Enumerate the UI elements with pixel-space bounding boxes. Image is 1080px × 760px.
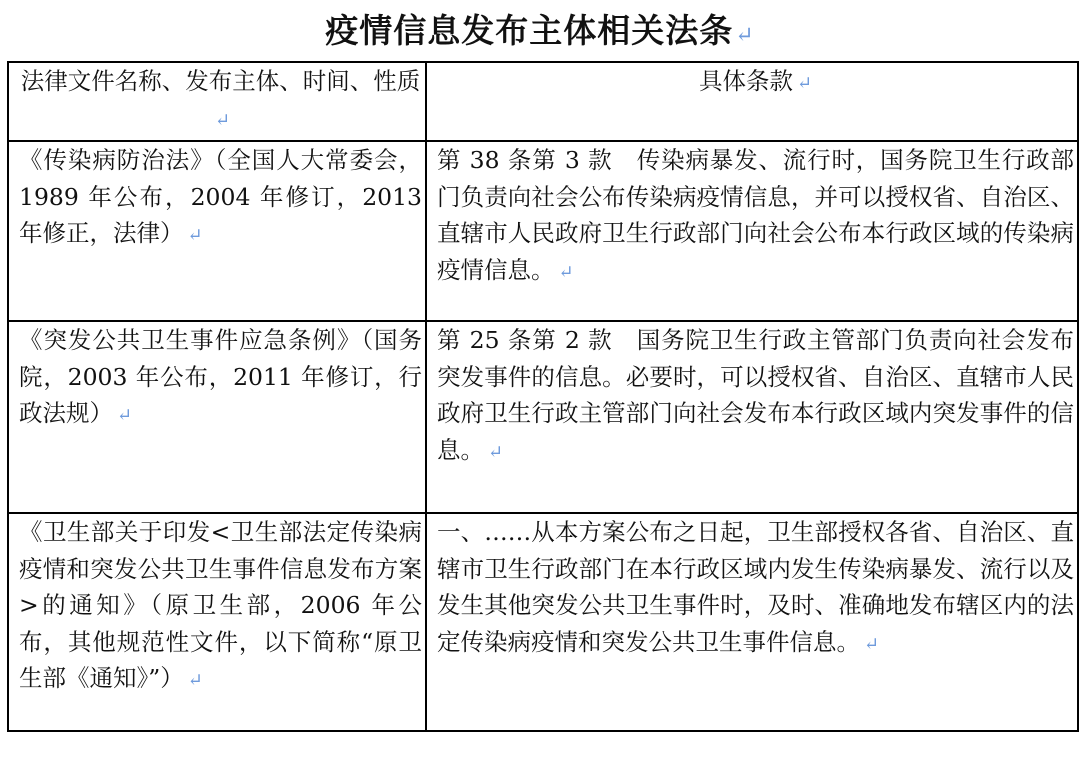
return-mark-icon: ↵ xyxy=(558,261,574,283)
return-mark-icon: ↵ xyxy=(864,633,880,655)
document-cell xyxy=(8,141,426,321)
title-text: 疫情信息发布主体相关法条 xyxy=(325,11,734,50)
document-text: 《卫生部关于印发<卫生部法定传染病疫情和突发公共卫生事件信息发布方案>的通知》（原卫生部，2006 年公布，其他规范性文件，以下简称“原卫生部《通知》”） xyxy=(19,518,422,692)
return-mark-icon: ↵ xyxy=(187,670,203,691)
table-row xyxy=(8,141,1078,321)
table-row xyxy=(8,513,1078,731)
document-text: 《传染病防治法》（全国人大常委会，1989 年公布，2004 年修订，2013 年修正，法律） xyxy=(19,146,422,247)
table-row xyxy=(8,321,1078,513)
document-cell xyxy=(8,321,426,513)
header-document-cell xyxy=(8,62,426,141)
clause-text: 一、……从本方案公布之日起，卫生部授权各省、自治区、直辖市卫生行政部门在本行政区域内发生传染病暴发、流行以及发生其他突发公共卫生事件时，及时、准确地发布辖区内的法定传染病疫情和突发公共卫生事件信息。 xyxy=(437,518,1074,656)
return-mark-icon: ↵ xyxy=(735,23,755,48)
header-document-text: 法律文件名称、发布主体、时间、性质 xyxy=(20,67,421,95)
document-cell xyxy=(8,513,426,731)
return-mark-icon: ↵ xyxy=(796,73,813,94)
document-text: 《突发公共卫生事件应急条例》（国务院，2003 年公布，2011 年修订，行政法规） xyxy=(19,326,422,427)
return-mark-icon: ↵ xyxy=(117,405,133,426)
clause-cell xyxy=(426,513,1078,731)
return-mark-icon: ↵ xyxy=(187,225,203,246)
clause-cell xyxy=(426,321,1078,513)
header-clause-cell xyxy=(426,62,1078,141)
clause-cell xyxy=(426,141,1078,321)
clause-text: 第 25 条第 2 款 国务院卫生行政主管部门负责向社会发布突发事件的信息。必要时，可以授权省、自治区、直辖市人民政府卫生行政主管部门向社会发布本行政区域内突发事件的信息。 xyxy=(437,326,1074,464)
document-title xyxy=(0,6,1080,56)
header-row xyxy=(8,62,1078,141)
law-table xyxy=(7,61,1079,732)
return-mark-icon: ↵ xyxy=(488,441,504,463)
header-clause-text: 具体条款 xyxy=(698,67,793,95)
clause-text: 第 38 条第 3 款 传染病暴发、流行时，国务院卫生行政部门负责向社会公布传染病疫情信息，并可以授权省、自治区、直辖市人民政府卫生行政部门向社会公布本行政区域的传染病疫情信息。 xyxy=(437,146,1074,284)
return-mark-icon: ↵ xyxy=(214,109,231,131)
